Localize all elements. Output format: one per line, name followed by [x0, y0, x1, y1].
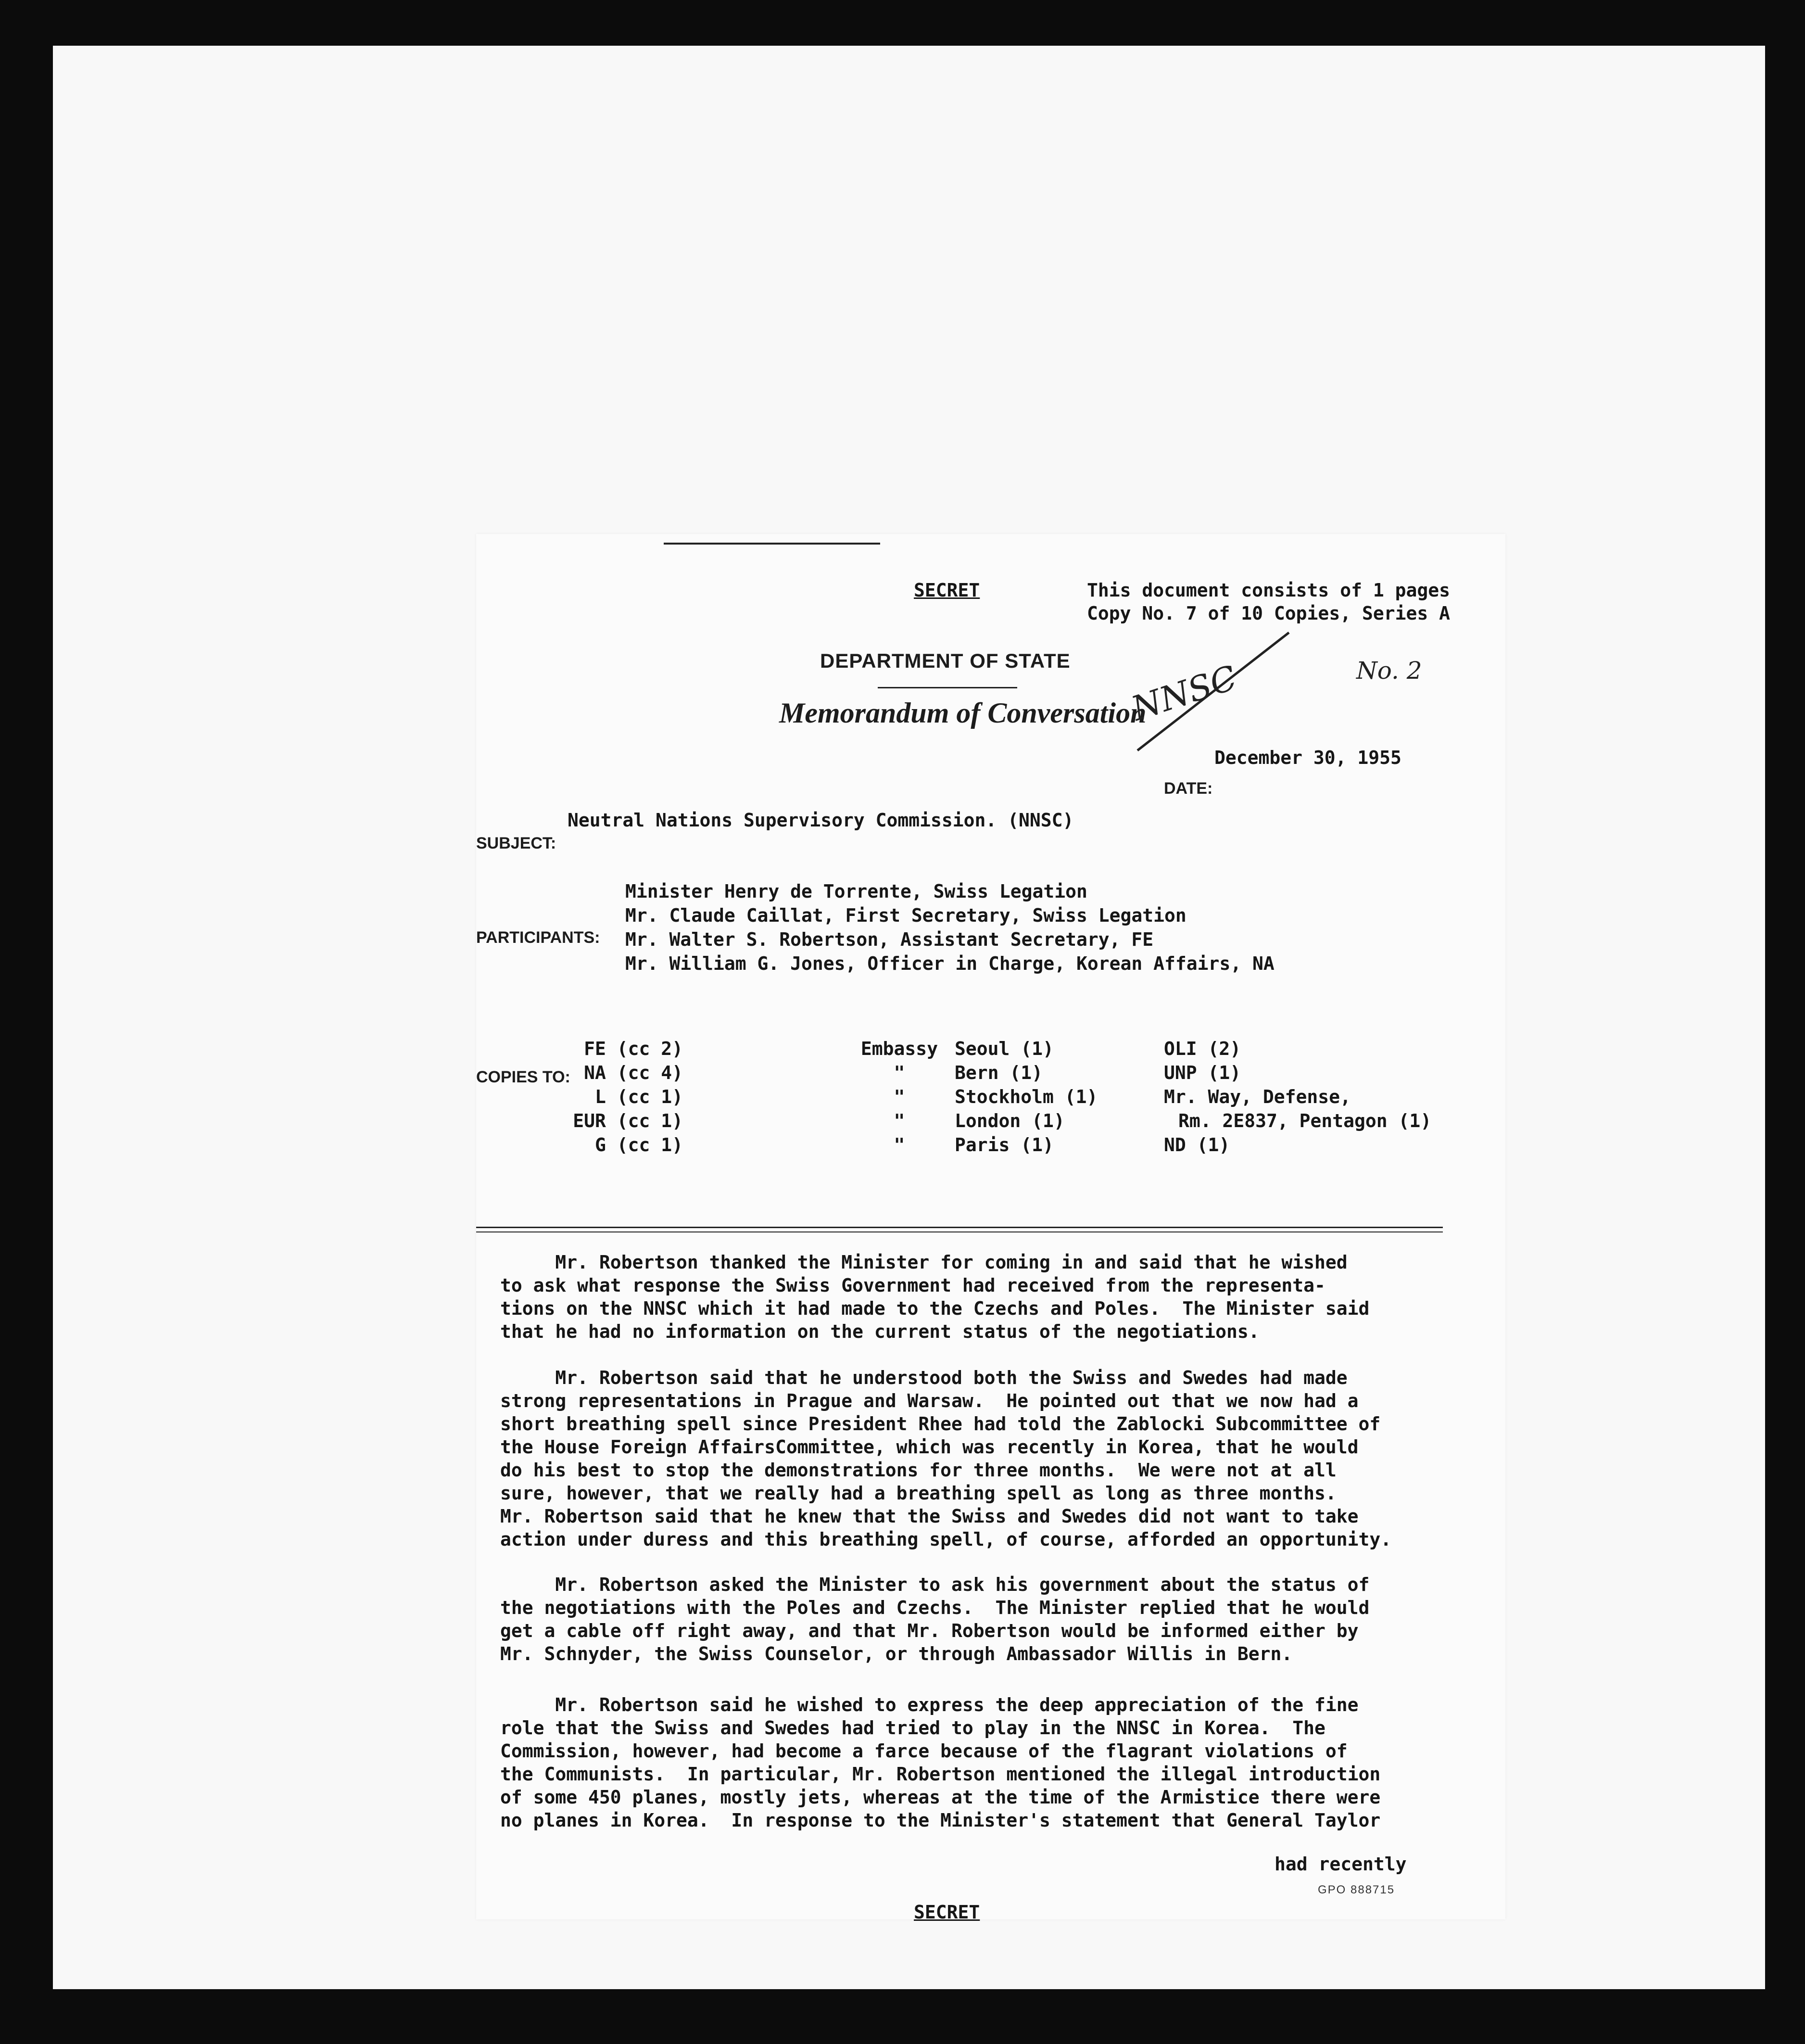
control-line-2: Copy No. 7 of 10 Copies, Series A — [1087, 603, 1450, 624]
body-line: tions on the NNSC which it had made to the Czechs and Poles. The Minister said — [500, 1298, 1370, 1319]
body-line: do his best to stop the demonstrations for three months. We were not at all — [500, 1460, 1337, 1481]
body-paragraph — [500, 1573, 1369, 1665]
copies-col-embassy — [858, 1037, 940, 1157]
gpo-number: GPO 888715 — [1318, 1883, 1395, 1896]
body-line: of some 450 planes, mostly jets, whereas at the time of the Armistice there were — [500, 1787, 1381, 1808]
separator-rule — [476, 1227, 1443, 1228]
subject-label: SUBJECT: — [476, 834, 556, 852]
copies-office: G (cc 1) — [594, 1134, 683, 1155]
copies-post: Bern (1) — [955, 1062, 1043, 1083]
copies-post: Seoul (1) — [955, 1038, 1054, 1059]
copies-office: L (cc 1) — [594, 1086, 683, 1107]
department-heading: DEPARTMENT OF STATE — [820, 649, 1071, 672]
copies-other: OLI (2) — [1164, 1038, 1241, 1059]
body-line: the negotiations with the Poles and Czechs. The Minister replied that he would — [500, 1597, 1370, 1618]
separator-rule-2 — [476, 1231, 1443, 1232]
body-line: Mr. Schnyder, the Swiss Counselor, or through Ambassador Willis in Bern. — [500, 1643, 1293, 1664]
control-line-1: This document consists of 1 pages — [1087, 580, 1450, 601]
body-paragraph — [500, 1693, 1380, 1832]
body-line: Mr. Robertson said he wished to express the deep appreciation of the fine — [500, 1694, 1359, 1715]
participant-line: Mr. Claude Caillat, First Secretary, Swiss Legation — [625, 905, 1187, 926]
body-line: the House Foreign AffairsCommittee, which was recently in Korea, that he would — [500, 1436, 1359, 1458]
copies-ditto: " — [894, 1086, 905, 1107]
copies-embassy: Embassy — [860, 1038, 938, 1059]
memorandum-page — [476, 534, 1505, 1923]
date-value: December 30, 1955 — [1214, 747, 1401, 768]
body-line: strong representations in Prague and Warsaw. He pointed out that we now had a — [500, 1390, 1359, 1411]
form-title: Memorandum of Conversation — [779, 697, 1147, 729]
body-line: Mr. Robertson said that he understood both the Swiss and Swedes had made — [500, 1367, 1348, 1388]
copies-label: COPIES TO: — [476, 1068, 570, 1086]
classification-bottom: SECRET — [914, 1902, 980, 1923]
copies-post: London (1) — [955, 1110, 1065, 1131]
copies-post: Stockholm (1) — [955, 1086, 1098, 1107]
body-line: action under duress and this breathing spell, of course, afforded an opportunity. — [500, 1529, 1392, 1550]
copies-col-other — [1164, 1037, 1431, 1157]
copies-col-posts — [955, 1037, 1098, 1157]
body-line: Mr. Robertson asked the Minister to ask his government about the status of — [500, 1574, 1370, 1595]
copies-other: ND (1) — [1164, 1134, 1230, 1155]
copies-office: NA (cc 4) — [584, 1062, 683, 1083]
body-paragraph — [500, 1366, 1391, 1551]
copies-ditto: " — [894, 1062, 905, 1083]
participants-label: PARTICIPANTS: — [476, 928, 600, 947]
body-line: to ask what response the Swiss Government had received from the representa- — [500, 1275, 1325, 1296]
body-line: Mr. Robertson said that he knew that the Swiss and Swedes did not want to take — [500, 1506, 1359, 1527]
body-line: that he had no information on the current status of the negotiations. — [500, 1321, 1260, 1342]
copies-office: FE (cc 2) — [584, 1038, 683, 1059]
participant-line: Mr. William G. Jones, Officer in Charge, Korean Affairs, NA — [625, 953, 1275, 974]
body-line: get a cable off right away, and that Mr. Robertson would be informed either by — [500, 1620, 1359, 1641]
copies-ditto: " — [894, 1110, 905, 1131]
top-rule — [664, 543, 880, 545]
body-line: role that the Swiss and Swedes had tried to play in the NNSC in Korea. The — [500, 1717, 1325, 1739]
copies-office: EUR (cc 1) — [573, 1110, 683, 1131]
body-line: Mr. Robertson thanked the Minister for coming in and said that he wished — [500, 1252, 1348, 1273]
copies-other: Mr. Way, Defense, — [1164, 1086, 1351, 1107]
body-line: short breathing spell since President Rhee had told the Zablocki Subcommittee of — [500, 1413, 1381, 1435]
participants-list — [625, 879, 1275, 976]
copies-other: UNP (1) — [1164, 1062, 1241, 1083]
subject-value: Neutral Nations Supervisory Commission. (NNSC) — [568, 810, 1074, 831]
participant-line: Minister Henry de Torrente, Swiss Legation — [625, 881, 1087, 902]
continued-text: had recently — [1275, 1854, 1407, 1875]
heading-rule — [878, 687, 1017, 688]
body-line: no planes in Korea. In response to the Minister's statement that General Taylor — [500, 1810, 1381, 1831]
copies-other: Rm. 2E837, Pentagon (1) — [1178, 1110, 1432, 1131]
copies-post: Paris (1) — [955, 1134, 1054, 1155]
body-line: sure, however, that we really had a breathing spell as long as three months. — [500, 1483, 1337, 1504]
body-paragraph — [500, 1251, 1369, 1343]
copies-col-offices — [572, 1037, 683, 1157]
body-line: the Communists. In particular, Mr. Robertson mentioned the illegal introduction — [500, 1764, 1381, 1785]
classification-top: SECRET — [914, 580, 980, 601]
handwritten-slash — [1135, 630, 1294, 755]
date-label: DATE: — [1164, 779, 1213, 798]
body-line: Commission, however, had become a farce because of the flagrant violations of — [500, 1740, 1348, 1762]
handwritten-nnsc: NNSC — [1126, 658, 1242, 729]
copies-ditto: " — [894, 1134, 905, 1155]
participant-line: Mr. Walter S. Robertson, Assistant Secretary, FE — [625, 929, 1154, 950]
handwritten-number: No. 2 — [1356, 657, 1422, 685]
